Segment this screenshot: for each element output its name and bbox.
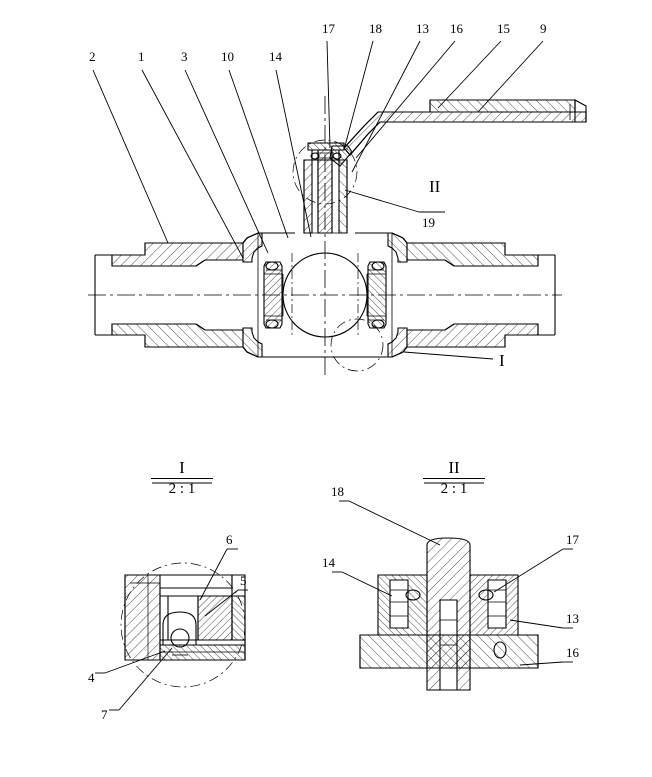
detail-mark-ii: II bbox=[429, 177, 441, 196]
leader-label-3: 3 bbox=[181, 49, 188, 64]
detail-i-leader-label-7: 7 bbox=[101, 707, 108, 722]
leader-label-1: 1 bbox=[138, 49, 145, 64]
leader-label-17: 17 bbox=[322, 21, 335, 36]
detail-ii-leader-label-17: 17 bbox=[566, 532, 579, 547]
detail-ii-leader-label-18: 18 bbox=[331, 484, 344, 499]
leader-label-10: 10 bbox=[221, 49, 234, 64]
leader-label-15: 15 bbox=[497, 21, 510, 36]
detail-i-title-roman: I bbox=[179, 458, 185, 477]
main-view bbox=[88, 41, 586, 375]
detail-ii-leader-label-16: 16 bbox=[566, 645, 579, 660]
detail-ii-title bbox=[404, 458, 504, 498]
detail-i-leader-label-4: 4 bbox=[88, 670, 95, 685]
detail-view-i bbox=[95, 483, 248, 710]
leader-label-2: 2 bbox=[89, 49, 96, 64]
detail-view-ii bbox=[332, 483, 573, 690]
detail-mark-i: I bbox=[499, 351, 505, 370]
detail-ii-leader-label-14: 14 bbox=[322, 555, 335, 570]
detail-i-title bbox=[132, 458, 232, 498]
detail-i-title-divider bbox=[151, 478, 213, 479]
detail-i-leader-label-6: 6 bbox=[226, 532, 233, 547]
detail-ii-leader-label-13: 13 bbox=[566, 611, 579, 626]
detail-ii-title-roman: II bbox=[448, 458, 460, 477]
detail-ii-title-scale: 2 : 1 bbox=[440, 481, 468, 497]
detail-ii-title-divider bbox=[423, 478, 485, 479]
leader-label-13: 13 bbox=[416, 21, 429, 36]
leader-label-9: 9 bbox=[540, 21, 547, 36]
leader-label-14: 14 bbox=[269, 49, 282, 64]
leader-label-16: 16 bbox=[450, 21, 463, 36]
detail-i-title-scale: 2 : 1 bbox=[168, 481, 196, 497]
leader-label-19: 19 bbox=[422, 215, 435, 230]
leader-label-18: 18 bbox=[369, 21, 382, 36]
detail-i-leader-label-5: 5 bbox=[240, 573, 247, 588]
